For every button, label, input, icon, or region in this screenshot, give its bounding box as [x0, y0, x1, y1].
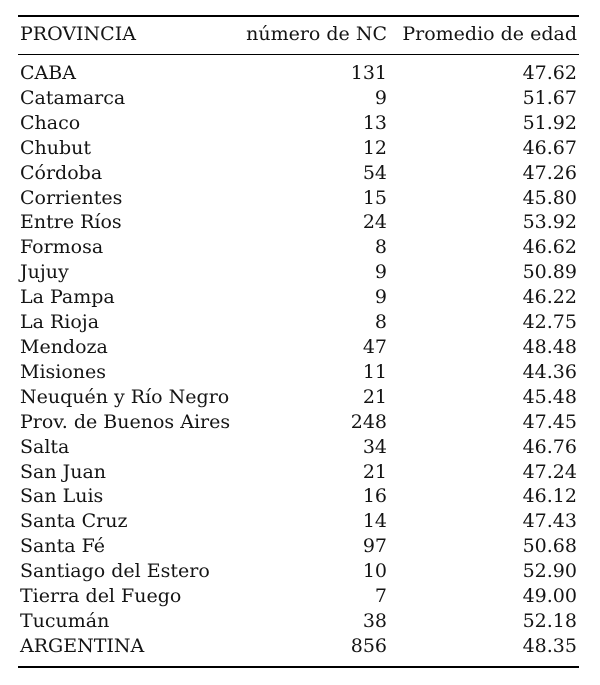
table-row	[18, 559, 579, 584]
table-row	[18, 435, 579, 460]
avg-age-cell: 52.18	[522, 609, 577, 632]
province-cell: Mendoza	[20, 335, 108, 358]
table-body	[18, 55, 579, 667]
table-row	[18, 260, 579, 285]
province-cell: Santa Cruz	[20, 510, 128, 533]
table-row	[18, 385, 579, 410]
avg-age-cell: 42.75	[522, 311, 577, 334]
nc-count-cell: 15	[362, 186, 387, 209]
avg-age-cell: 46.67	[522, 136, 577, 159]
avg-age-cell: 46.12	[522, 485, 577, 508]
province-cell: Chubut	[20, 136, 92, 159]
avg-age-cell: 45.80	[522, 186, 577, 209]
province-cell: Santa Fé	[20, 535, 105, 558]
nc-count-cell: 7	[374, 585, 387, 608]
table-row	[18, 111, 579, 136]
table-row	[18, 460, 579, 485]
nc-count-cell: 10	[362, 560, 387, 583]
nc-count-cell: 13	[362, 111, 387, 134]
avg-age-cell: 48.48	[522, 335, 577, 358]
nc-count-cell: 38	[362, 609, 387, 632]
table-row	[18, 584, 579, 609]
province-cell: Entre Ríos	[20, 211, 122, 234]
table-row	[18, 55, 579, 86]
table-row	[18, 86, 579, 111]
column-header-provincia: PROVINCIA	[18, 16, 239, 55]
province-cell: La Rioja	[20, 311, 100, 334]
nc-count-cell: 21	[362, 385, 387, 408]
table-row	[18, 210, 579, 235]
province-cell: La Pampa	[20, 286, 115, 309]
avg-age-cell: 44.36	[522, 360, 577, 383]
table-row	[18, 360, 579, 385]
nc-count-cell: 131	[350, 62, 387, 84]
avg-age-cell: 47.45	[522, 410, 577, 433]
column-header-numero-de-nc: número de NC	[239, 16, 387, 55]
province-cell: Tierra del Fuego	[20, 585, 182, 608]
table-row	[18, 634, 579, 667]
avg-age-cell: 47.26	[522, 161, 577, 184]
avg-age-cell: 51.67	[522, 86, 577, 109]
avg-age-cell: 47.43	[522, 510, 577, 533]
table-row	[18, 310, 579, 335]
nc-count-cell: 9	[374, 86, 387, 109]
province-cell: Córdoba	[20, 161, 103, 184]
avg-age-cell: 47.62	[522, 62, 577, 84]
province-cell: Chaco	[20, 111, 81, 134]
avg-age-cell: 45.48	[522, 385, 577, 408]
header-row	[18, 16, 579, 55]
table-row	[18, 534, 579, 559]
province-cell: Prov. de Buenos Aires	[20, 410, 231, 433]
province-cell: Formosa	[20, 236, 104, 259]
nc-count-cell: 856	[350, 634, 387, 657]
province-cell: San Juan	[20, 460, 107, 483]
avg-age-cell: 46.76	[522, 435, 577, 458]
avg-age-cell: 52.90	[522, 560, 577, 583]
province-cell: Misiones	[20, 360, 107, 383]
avg-age-cell: 53.92	[522, 211, 577, 234]
avg-age-cell: 47.24	[522, 460, 577, 483]
nc-count-cell: 21	[362, 460, 387, 483]
province-cell: CABA	[20, 62, 76, 84]
table-row	[18, 136, 579, 161]
nc-count-cell: 8	[374, 236, 387, 259]
province-cell: Tucumán	[20, 609, 110, 632]
table-row	[18, 235, 579, 260]
table-header	[18, 16, 579, 55]
table-row	[18, 186, 579, 211]
avg-age-cell: 48.35	[522, 634, 577, 657]
avg-age-cell: 46.22	[522, 286, 577, 309]
province-cell: Neuquén y Río Negro	[20, 385, 230, 408]
table-row	[18, 335, 579, 360]
avg-age-cell: 50.89	[522, 261, 577, 284]
avg-age-cell: 51.92	[522, 111, 577, 134]
provinces-nc-age-table	[18, 15, 579, 668]
province-cell: Jujuy	[20, 261, 69, 284]
nc-count-cell: 54	[362, 161, 387, 184]
province-cell: Santiago del Estero	[20, 560, 210, 583]
nc-count-cell: 47	[362, 335, 387, 358]
table-row	[18, 285, 579, 310]
table-row	[18, 509, 579, 534]
nc-count-cell: 12	[362, 136, 387, 159]
province-cell: Catamarca	[20, 86, 126, 109]
province-cell: San Luis	[20, 485, 104, 508]
table-row	[18, 161, 579, 186]
table-row	[18, 410, 579, 435]
nc-count-cell: 34	[362, 435, 387, 458]
avg-age-cell: 49.00	[522, 585, 577, 608]
table-row	[18, 484, 579, 509]
province-cell: Salta	[20, 435, 70, 458]
column-header-promedio-de-edad: Promedio de edad	[387, 16, 579, 55]
avg-age-cell: 46.62	[522, 236, 577, 259]
nc-count-cell: 24	[362, 211, 387, 234]
nc-count-cell: 9	[374, 261, 387, 284]
nc-count-cell: 9	[374, 286, 387, 309]
nc-count-cell: 14	[362, 510, 387, 533]
provinces-table-container	[18, 15, 579, 668]
nc-count-cell: 11	[362, 360, 387, 383]
table-row	[18, 609, 579, 634]
province-cell: Corrientes	[20, 186, 123, 209]
nc-count-cell: 8	[374, 311, 387, 334]
nc-count-cell: 248	[350, 410, 387, 433]
nc-count-cell: 97	[362, 535, 387, 558]
province-cell: ARGENTINA	[20, 634, 145, 657]
avg-age-cell: 50.68	[522, 535, 577, 558]
nc-count-cell: 16	[362, 485, 387, 508]
